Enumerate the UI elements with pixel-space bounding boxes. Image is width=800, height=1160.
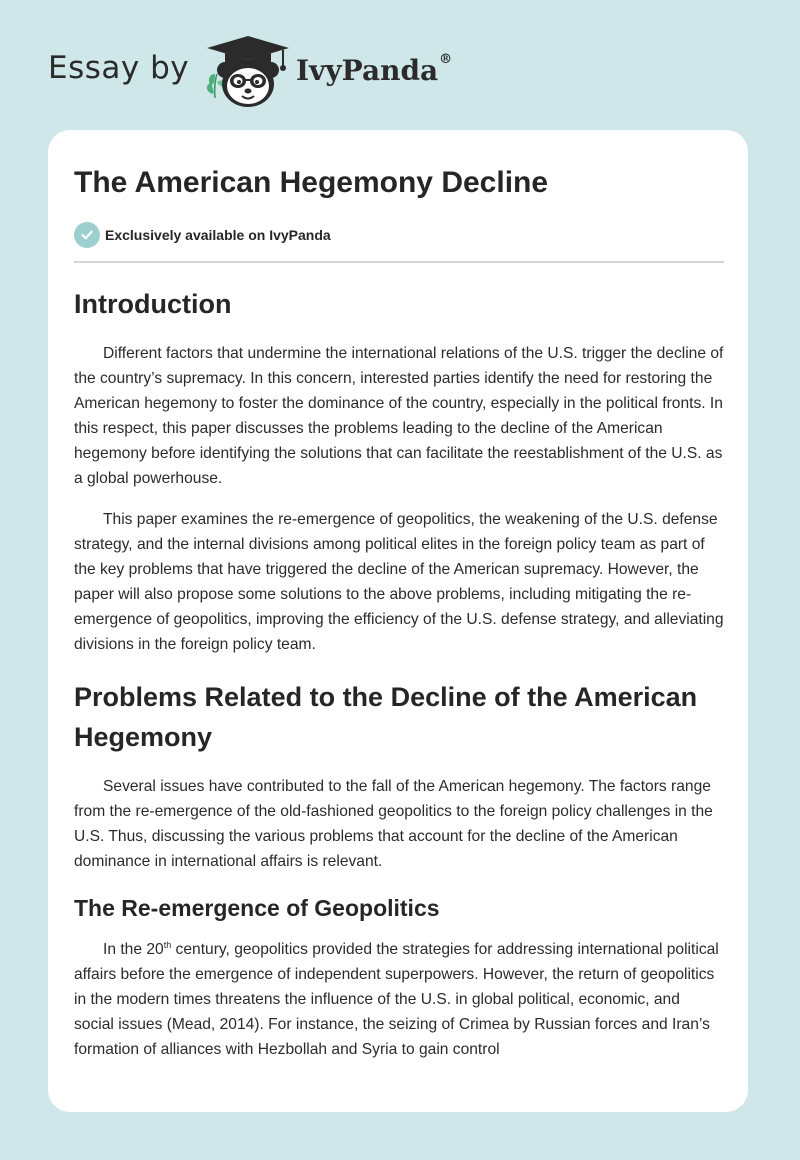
exclusive-badge xyxy=(74,222,331,248)
section-heading-introduction: Introduction xyxy=(74,289,232,319)
divider xyxy=(74,261,724,263)
section-heading-problems: Problems Related to the Decline of the American Hegemony xyxy=(74,682,698,752)
paragraph: This paper examines the re-emergence of geopolitics, the weakening of the U.S. defense strategy, and the internal divisions among political elites in the foreign policy team as part of the key problems that have triggered the decline of the American supremacy. However, the paper will also propose some solutions to the above problems, including mitigating the re-emergence of geopolitics, improving the efficiency of the U.S. defense strategy, and alleviating divisions in the foreign policy team. xyxy=(74,511,724,653)
essay-by-label: Essay by xyxy=(48,50,190,86)
paragraph: Different factors that undermine the international relations of the U.S. trigger the decline of the country’s supremacy. In this concern, interested parties identify the need for restoring the American hegemony to foster the dominance of the country, especially in the political fronts. In this respect, this paper discusses the problems leading to the decline of the American hegemony before identifying the solutions that can facilitate the reestablishment of the U.S. as a global powerhouse. xyxy=(74,345,724,487)
paragraph: In the 20th century, geopolitics provided the strategies for addressing international political affairs before the emergence of independent superpowers. However, the return of geopolitics in the modern times threatens the influence of the U.S. in global political, economic, and social issues (Mead, 2014). For instance, the seizing of Crimea by Russian forces and Iran’s formation of alliances with Hezbollah and Syria to gain control xyxy=(74,939,719,1058)
subsection-heading-geopolitics: The Re-emergence of Geopolitics xyxy=(74,895,440,921)
badge-label: Exclusively available on IvyPanda xyxy=(105,227,331,243)
brand-name: IvyPanda® xyxy=(296,52,453,87)
check-icon xyxy=(74,222,100,248)
site-header xyxy=(0,0,800,130)
registered-mark: ® xyxy=(439,52,453,67)
page-title: The American Hegemony Decline xyxy=(74,166,549,199)
essay-card xyxy=(48,130,748,1112)
panda-graduate-logo-icon xyxy=(203,34,293,110)
article-body xyxy=(74,284,724,1062)
paragraph: Several issues have contributed to the fall of the American hegemony. The factors range from the re-emergence of the old-fashioned geopolitics to the foreign policy challenges in the U.S. Thus, discussing the various problems that account for the decline of the American dominance in international affairs is relevant. xyxy=(74,778,713,870)
